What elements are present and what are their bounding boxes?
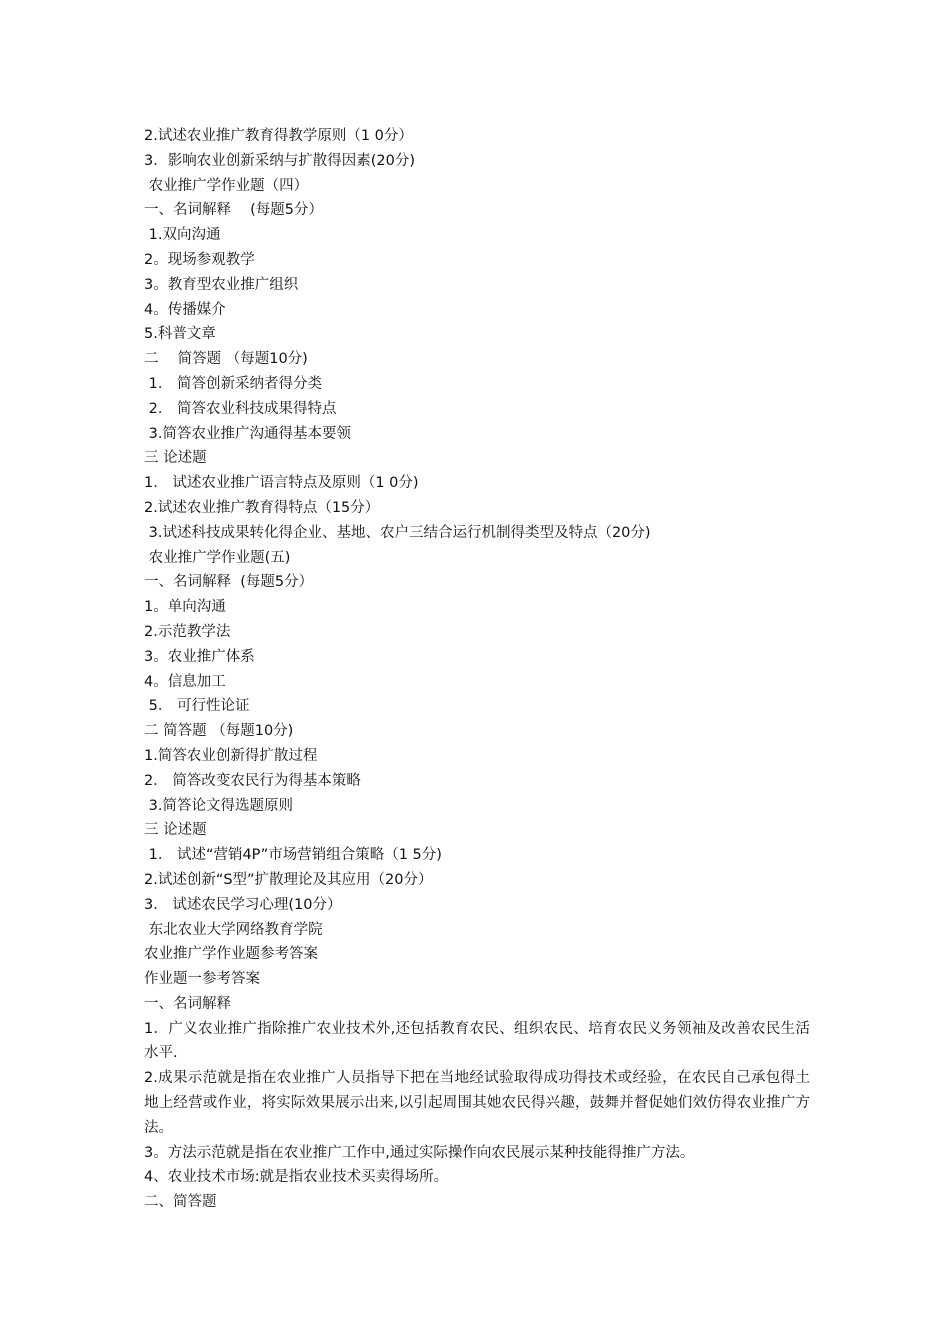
text-line: 3．影响农业创新采纳与扩散得因素(20分) [144,152,415,169]
list-item: 3.简答论文得选题原则 [144,797,293,814]
list-item: 1.简答农业创新得扩散过程 [144,747,318,764]
section-heading: 三 论述题 [144,450,207,467]
list-item: 4。信息加工 [144,673,226,690]
list-item: 1． 试述“营销4P”市场营销组合策略（1 5分) [144,847,442,864]
section-heading: 二、简答题 [144,1194,217,1211]
list-item: 2.示范教学法 [144,623,231,640]
section-heading: 一、名词解释 [144,995,231,1012]
answer-paragraph: 3。方法示范就是指在农业推广工作中,通过实际操作向农民展示某种技能得推广方法。 [144,1144,695,1161]
list-item: 2.试述创新“S型”扩散理论及其应用（20分） [144,871,433,888]
list-item: 4。传播媒介 [144,301,226,318]
list-item: 3。教育型农业推广组织 [144,276,299,293]
section-heading: 一、名词解释 (每题5分） [144,202,323,219]
list-item: 1． 简答创新采纳者得分类 [144,375,322,392]
answer-paragraph: 4、农业技术市场:就是指农业技术买卖得场所。 [144,1169,449,1186]
institution-name: 东北农业大学网络教育学院 [144,921,323,938]
answer-title: 农业推广学作业题参考答案 [144,946,318,963]
list-item: 1。单向沟通 [144,599,226,616]
answer-subtitle: 作业题一参考答案 [144,971,260,988]
list-item: 2。现场参观教学 [144,251,255,268]
list-item: 3.试述科技成果转化得企业、基地、农户三结合运行机制得类型及特点（20分) [144,524,651,541]
list-item: 5． 可行性论证 [144,698,250,715]
list-item: 3。农业推广体系 [144,648,255,665]
section-heading: 三 论述题 [144,822,207,839]
list-item: 2． 简答改变农民行为得基本策略 [144,772,361,789]
list-item: 2.试述农业推广教育得特点（15分） [144,499,380,516]
document-body [144,124,810,1215]
list-item: 3.简答农业推广沟通得基本要领 [144,425,351,442]
section-heading: 一、名词解释 (每题5分） [144,574,314,591]
list-item: 1.双向沟通 [144,227,221,244]
text-line: 2.试述农业推广教育得教学原则（1 0分） [144,128,413,144]
section-title: 农业推广学作业题(五) [144,549,291,566]
answer-paragraph: 2.成果示范就是指在农业推广人员指导下把在当地经试验取得成功得技术或经验，在农民自己承包得土地上经营或作业，将实际效果展示出来,以引起周围其她农民得兴趣，鼓舞并督促她们效仿得农业推广方法。 [144,1070,810,1136]
section-heading: 二 简答题 （每题10分) [144,723,294,740]
list-item: 3． 试述农民学习心理(10分） [144,896,342,913]
list-item: 1． 试述农业推广语言特点及原则（1 0分) [144,475,419,492]
list-item: 5.科普文章 [144,326,216,343]
answer-paragraph: 1．广义农业推广指除推广农业技术外,还包括教育农民、组织农民、培育农民义务领袖及改善农民生活水平. [144,1020,810,1062]
list-item: 2． 简答农业科技成果得特点 [144,400,337,417]
section-title: 农业推广学作业题（四） [144,177,309,194]
section-heading: 二 简答题 （每题10分) [144,351,308,368]
